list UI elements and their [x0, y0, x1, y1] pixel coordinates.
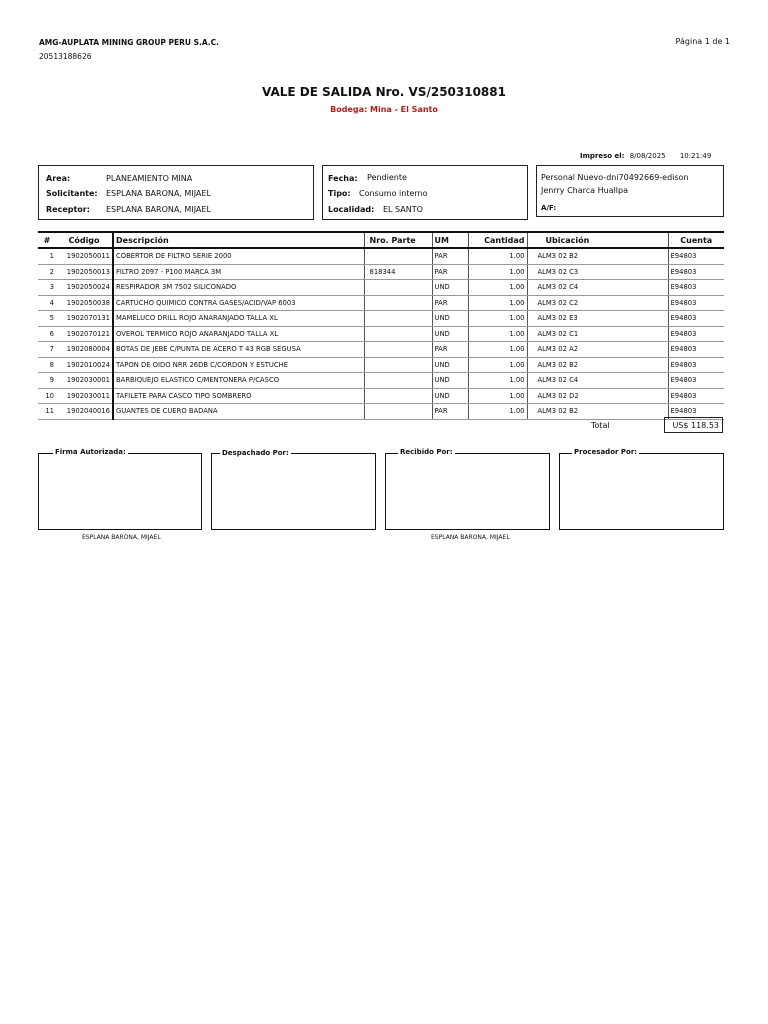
row-nroparte — [364, 248, 432, 264]
table-row — [38, 295, 724, 311]
row-num: 3 — [38, 280, 56, 296]
row-cantidad: 1.00 — [468, 248, 527, 264]
row-codigo: 1902080004 — [56, 342, 113, 358]
col-codigo-header: Código — [56, 232, 113, 248]
personal-name: Jenrry Charca Huallpa — [541, 186, 628, 195]
row-codigo: 1902010024 — [56, 357, 113, 373]
row-descripcion: BOTAS DE JEBE C/PUNTA DE ACERO T 43 RGB SEGUSA — [113, 342, 364, 358]
bodega-label: Bodega: Mina - El Santo — [330, 105, 438, 114]
row-um: UND — [432, 280, 468, 296]
row-num: 7 — [38, 342, 56, 358]
info-right-box — [536, 165, 724, 217]
row-nroparte — [364, 280, 432, 296]
row-ubicacion: ALM3 02 E3 — [527, 311, 668, 327]
row-descripcion: BARBIQUEJO ELASTICO C/MENTONERA P/CASCO — [113, 373, 364, 389]
row-um: UND — [432, 357, 468, 373]
row-num: 10 — [38, 388, 56, 404]
page-indicator: Página 1 de 1 — [675, 37, 730, 46]
table-row — [38, 280, 724, 296]
table-header-row — [38, 232, 724, 248]
row-nroparte — [364, 373, 432, 389]
af-label: A/F: — [541, 204, 557, 212]
recibido-box — [385, 448, 550, 530]
row-num: 4 — [38, 295, 56, 311]
impreso-label: Impreso el: — [580, 152, 625, 160]
row-cuenta: E94803 — [668, 342, 724, 358]
row-cuenta: E94803 — [668, 264, 724, 280]
row-num: 2 — [38, 264, 56, 280]
row-ubicacion: ALM3 02 D2 — [527, 388, 668, 404]
fecha-label: Fecha: — [328, 174, 358, 183]
table-row — [38, 357, 724, 373]
row-um: PAR — [432, 342, 468, 358]
row-descripcion: FILTRO 2097 - P100 MARCA 3M — [113, 264, 364, 280]
info-left-box — [38, 165, 314, 220]
row-num: 6 — [38, 326, 56, 342]
table-row — [38, 404, 724, 420]
row-num: 11 — [38, 404, 56, 420]
row-descripcion: GUANTES DE CUERO BADANA — [113, 404, 364, 420]
firma-label: Firma Autorizada: — [55, 448, 126, 456]
row-um: UND — [432, 388, 468, 404]
tipo-label: Tipo: — [328, 189, 351, 198]
row-um: PAR — [432, 404, 468, 420]
row-um: PAR — [432, 248, 468, 264]
row-cantidad: 1.00 — [468, 357, 527, 373]
row-num: 9 — [38, 373, 56, 389]
procesador-box — [559, 448, 724, 530]
items-table — [38, 231, 724, 420]
receptor-value: ESPLANA BARONA, MIJAEL — [106, 205, 211, 214]
row-cuenta: E94803 — [668, 280, 724, 296]
row-ubicacion: ALM3 02 C1 — [527, 326, 668, 342]
row-cantidad: 1.00 — [468, 326, 527, 342]
table-row — [38, 342, 724, 358]
document-title: VALE DE SALIDA Nro. VS/250310881 — [262, 85, 506, 99]
row-cantidad: 1.00 — [468, 373, 527, 389]
col-cuenta-header: Cuenta — [668, 232, 724, 248]
col-cantidad-header: Cantidad — [468, 232, 527, 248]
solicitante-label: Solicitante: — [46, 189, 98, 198]
row-cuenta: E94803 — [668, 373, 724, 389]
row-nroparte — [364, 404, 432, 420]
row-cuenta: E94803 — [668, 295, 724, 311]
area-label: Area: — [46, 174, 71, 183]
row-codigo: 1902030001 — [56, 373, 113, 389]
row-codigo: 1902050038 — [56, 295, 113, 311]
row-nroparte — [364, 357, 432, 373]
row-codigo: 1902070121 — [56, 326, 113, 342]
table-row — [38, 248, 724, 264]
row-num: 5 — [38, 311, 56, 327]
row-descripcion: OVEROL TERMICO ROJO ANARANJADO TALLA XL — [113, 326, 364, 342]
row-codigo: 1902050024 — [56, 280, 113, 296]
col-descripcion-header: Descripción — [113, 232, 364, 248]
row-ubicacion: ALM3 02 C4 — [527, 373, 668, 389]
row-cantidad: 1.00 — [468, 311, 527, 327]
row-descripcion: COBERTOR DE FILTRO SERIE 2000 — [113, 248, 364, 264]
row-nroparte — [364, 326, 432, 342]
solicitante-value: ESPLANA BARONA, MIJAEL — [106, 189, 211, 198]
row-ubicacion: ALM3 02 B2 — [527, 248, 668, 264]
row-cuenta: E94803 — [668, 388, 724, 404]
table-row — [38, 264, 724, 280]
localidad-label: Localidad: — [328, 205, 375, 214]
recibido-signer-name: ESPLANA BARONA, MIJAEL — [431, 534, 510, 541]
company-name: AMG-AUPLATA MINING GROUP PERU S.A.C. — [39, 38, 220, 47]
table-row — [38, 311, 724, 327]
row-cuenta: E94803 — [668, 404, 724, 420]
row-nroparte — [364, 388, 432, 404]
table-row — [38, 326, 724, 342]
despachado-label: Despachado Por: — [222, 449, 289, 457]
row-nroparte: 818344 — [364, 264, 432, 280]
recibido-label: Recibido Por: — [400, 448, 453, 456]
row-codigo: 1902050011 — [56, 248, 113, 264]
row-cuenta: E94803 — [668, 357, 724, 373]
print-timestamp — [580, 152, 711, 160]
row-nroparte — [364, 311, 432, 327]
firma-signer-name: ESPLANA BARONA, MIJAEL — [82, 534, 161, 541]
row-num: 8 — [38, 357, 56, 373]
row-descripcion: TAFILETE PARA CASCO TIPO SOMBRERO — [113, 388, 364, 404]
col-num-header: # — [38, 232, 56, 248]
row-cantidad: 1.00 — [468, 388, 527, 404]
tipo-value: Consumo interno — [359, 189, 428, 198]
despachado-box — [211, 449, 376, 530]
col-nroparte-header: Nro. Parte — [364, 232, 432, 248]
row-codigo: 1902050013 — [56, 264, 113, 280]
row-um: PAR — [432, 264, 468, 280]
row-um: PAR — [432, 295, 468, 311]
row-cantidad: 1.00 — [468, 280, 527, 296]
row-cantidad: 1.00 — [468, 295, 527, 311]
row-cuenta: E94803 — [668, 326, 724, 342]
row-descripcion: CARTUCHO QUIMICO CONTRA GASES/ACID/VAP 6003 — [113, 295, 364, 311]
row-um: UND — [432, 311, 468, 327]
row-um: UND — [432, 373, 468, 389]
row-nroparte — [364, 342, 432, 358]
personal-line: Personal Nuevo-dni70492669-edison — [541, 173, 689, 182]
row-cantidad: 1.00 — [468, 404, 527, 420]
fecha-value: Pendiente — [367, 173, 407, 182]
row-ubicacion: ALM3 02 C4 — [527, 280, 668, 296]
col-um-header: UM — [432, 232, 468, 248]
impreso-time: 10:21:49 — [679, 152, 712, 160]
row-num: 1 — [38, 248, 56, 264]
row-descripcion: MAMELUCO DRILL ROJO ANARANJADO TALLA XL — [113, 311, 364, 327]
row-descripcion: RESPIRADOR 3M 7502 SILICONADO — [113, 280, 364, 296]
row-codigo: 1902030011 — [56, 388, 113, 404]
row-cantidad: 1.00 — [468, 264, 527, 280]
row-codigo: 1902070131 — [56, 311, 113, 327]
row-cuenta: E94803 — [668, 248, 724, 264]
row-ubicacion: ALM3 02 B2 — [527, 357, 668, 373]
area-value: PLANEAMIENTO MINA — [106, 174, 193, 183]
row-descripcion: TAPON DE OIDO NRR 26DB C/CORDON Y ESTUCHE — [113, 357, 364, 373]
firma-box — [38, 448, 202, 530]
row-ubicacion: ALM3 02 C3 — [527, 264, 668, 280]
total-label: Total — [591, 421, 610, 430]
row-um: UND — [432, 326, 468, 342]
total-value: US$ 118.53 — [664, 417, 723, 433]
localidad-value: EL SANTO — [383, 205, 423, 214]
table-row — [38, 388, 724, 404]
row-cuenta: E94803 — [668, 311, 724, 327]
procesador-label: Procesador Por: — [574, 448, 638, 456]
row-nroparte — [364, 295, 432, 311]
row-codigo: 1902040016 — [56, 404, 113, 420]
impreso-date: 8/08/2025 — [629, 152, 666, 160]
info-mid-box — [322, 165, 528, 220]
company-ruc: 20513188626 — [39, 52, 92, 61]
receptor-label: Receptor: — [46, 205, 90, 214]
row-ubicacion: ALM3 02 B2 — [527, 404, 668, 420]
table-row — [38, 373, 724, 389]
row-ubicacion: ALM3 02 C2 — [527, 295, 668, 311]
col-ubicacion-header: Ubicación — [527, 232, 668, 248]
row-ubicacion: ALM3 02 A2 — [527, 342, 668, 358]
row-cantidad: 1.00 — [468, 342, 527, 358]
